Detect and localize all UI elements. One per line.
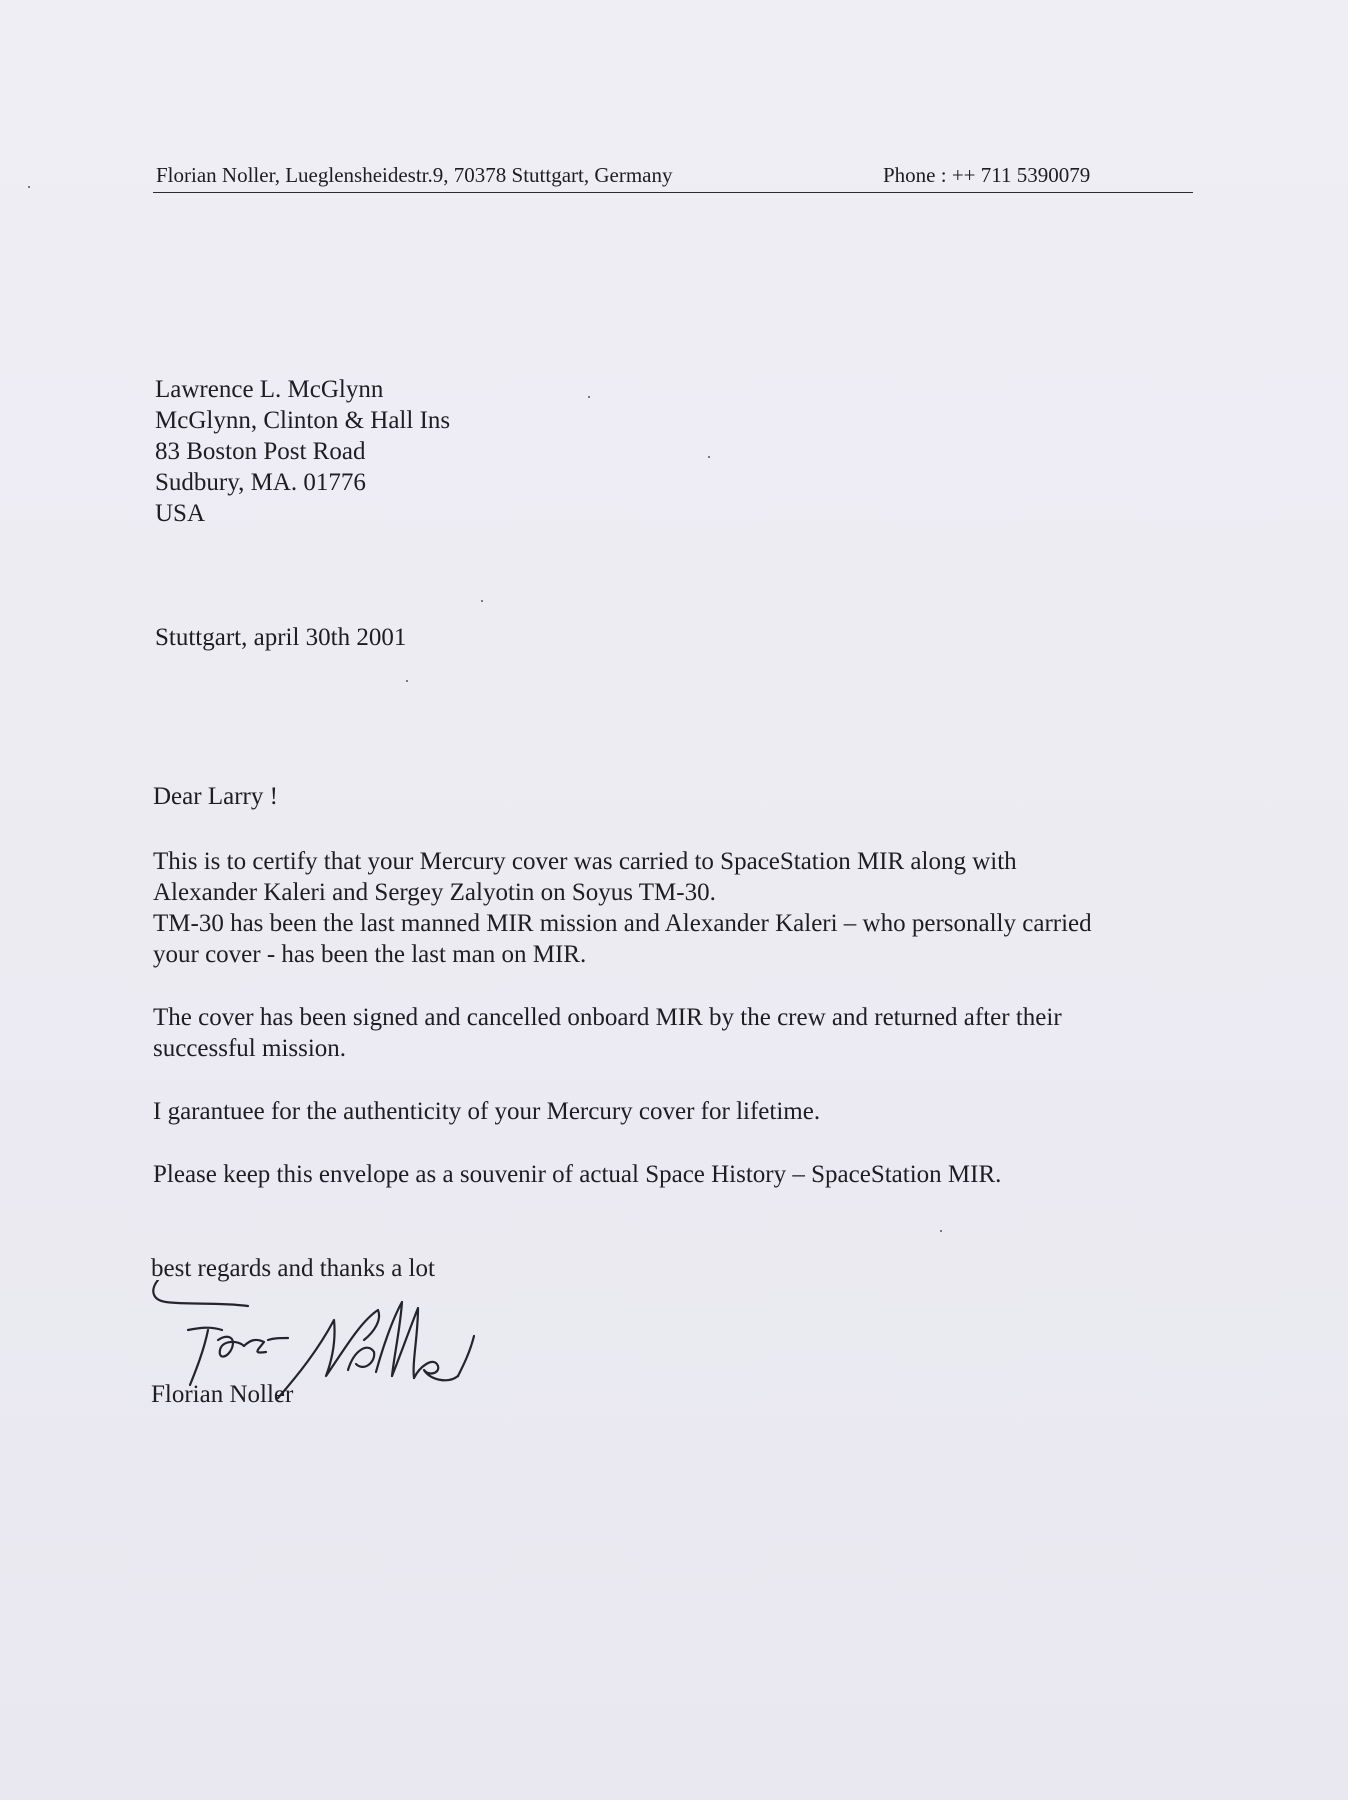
letter-body: [153, 846, 1193, 1222]
body-line: Alexander Kaleri and Sergey Zalyotin on Soyus TM-30.: [153, 879, 716, 906]
recipient-street: 83 Boston Post Road: [155, 438, 366, 465]
letterhead: [153, 160, 1193, 193]
recipient-country: USA: [155, 500, 206, 527]
paper-speck: [406, 680, 408, 682]
body-line: I garantuee for the authenticity of your Mercury cover for lifetime.: [153, 1098, 821, 1125]
paper-speck: [940, 1230, 942, 1232]
recipient-city: Sudbury, MA. 01776: [155, 469, 366, 496]
recipient-name: Lawrence L. McGlynn: [155, 376, 384, 403]
sender-phone: Phone : ++ 711 5390079: [883, 163, 1091, 187]
body-line: The cover has been signed and cancelled onboard MIR by the crew and returned after their: [153, 1004, 1062, 1031]
paper-speck: [481, 600, 483, 602]
body-line: This is to certify that your Mercury cover was carried to SpaceStation MIR along with: [153, 848, 1017, 875]
paper-speck: [588, 396, 590, 398]
body-paragraph: [153, 1002, 1193, 1064]
salutation: Dear Larry !: [153, 783, 278, 810]
closing: best regards and thanks a lot: [151, 1255, 435, 1282]
recipient-company: McGlynn, Clinton & Hall Ins: [155, 407, 451, 434]
body-line: Please keep this envelope as a souvenir of actual Space History – SpaceStation MIR.: [153, 1161, 1002, 1188]
body-line: successful mission.: [153, 1035, 347, 1062]
paper-speck: [708, 456, 710, 458]
signer-name: Florian Noller: [151, 1381, 294, 1408]
body-paragraph: [153, 1096, 1193, 1127]
recipient-address: [155, 374, 450, 529]
body-paragraph: [153, 1159, 1193, 1190]
body-line: TM-30 has been the last manned MIR mission and Alexander Kaleri – who personally carried: [153, 910, 1092, 937]
sender-address: Florian Noller, Lueglensheidestr.9, 70378 Stuttgart, Germany: [156, 163, 673, 187]
body-line: your cover - has been the last man on MIR.: [153, 941, 587, 968]
body-paragraph: [153, 846, 1193, 970]
paper-speck: [28, 186, 30, 188]
letter-date: Stuttgart, april 30th 2001: [155, 624, 407, 651]
